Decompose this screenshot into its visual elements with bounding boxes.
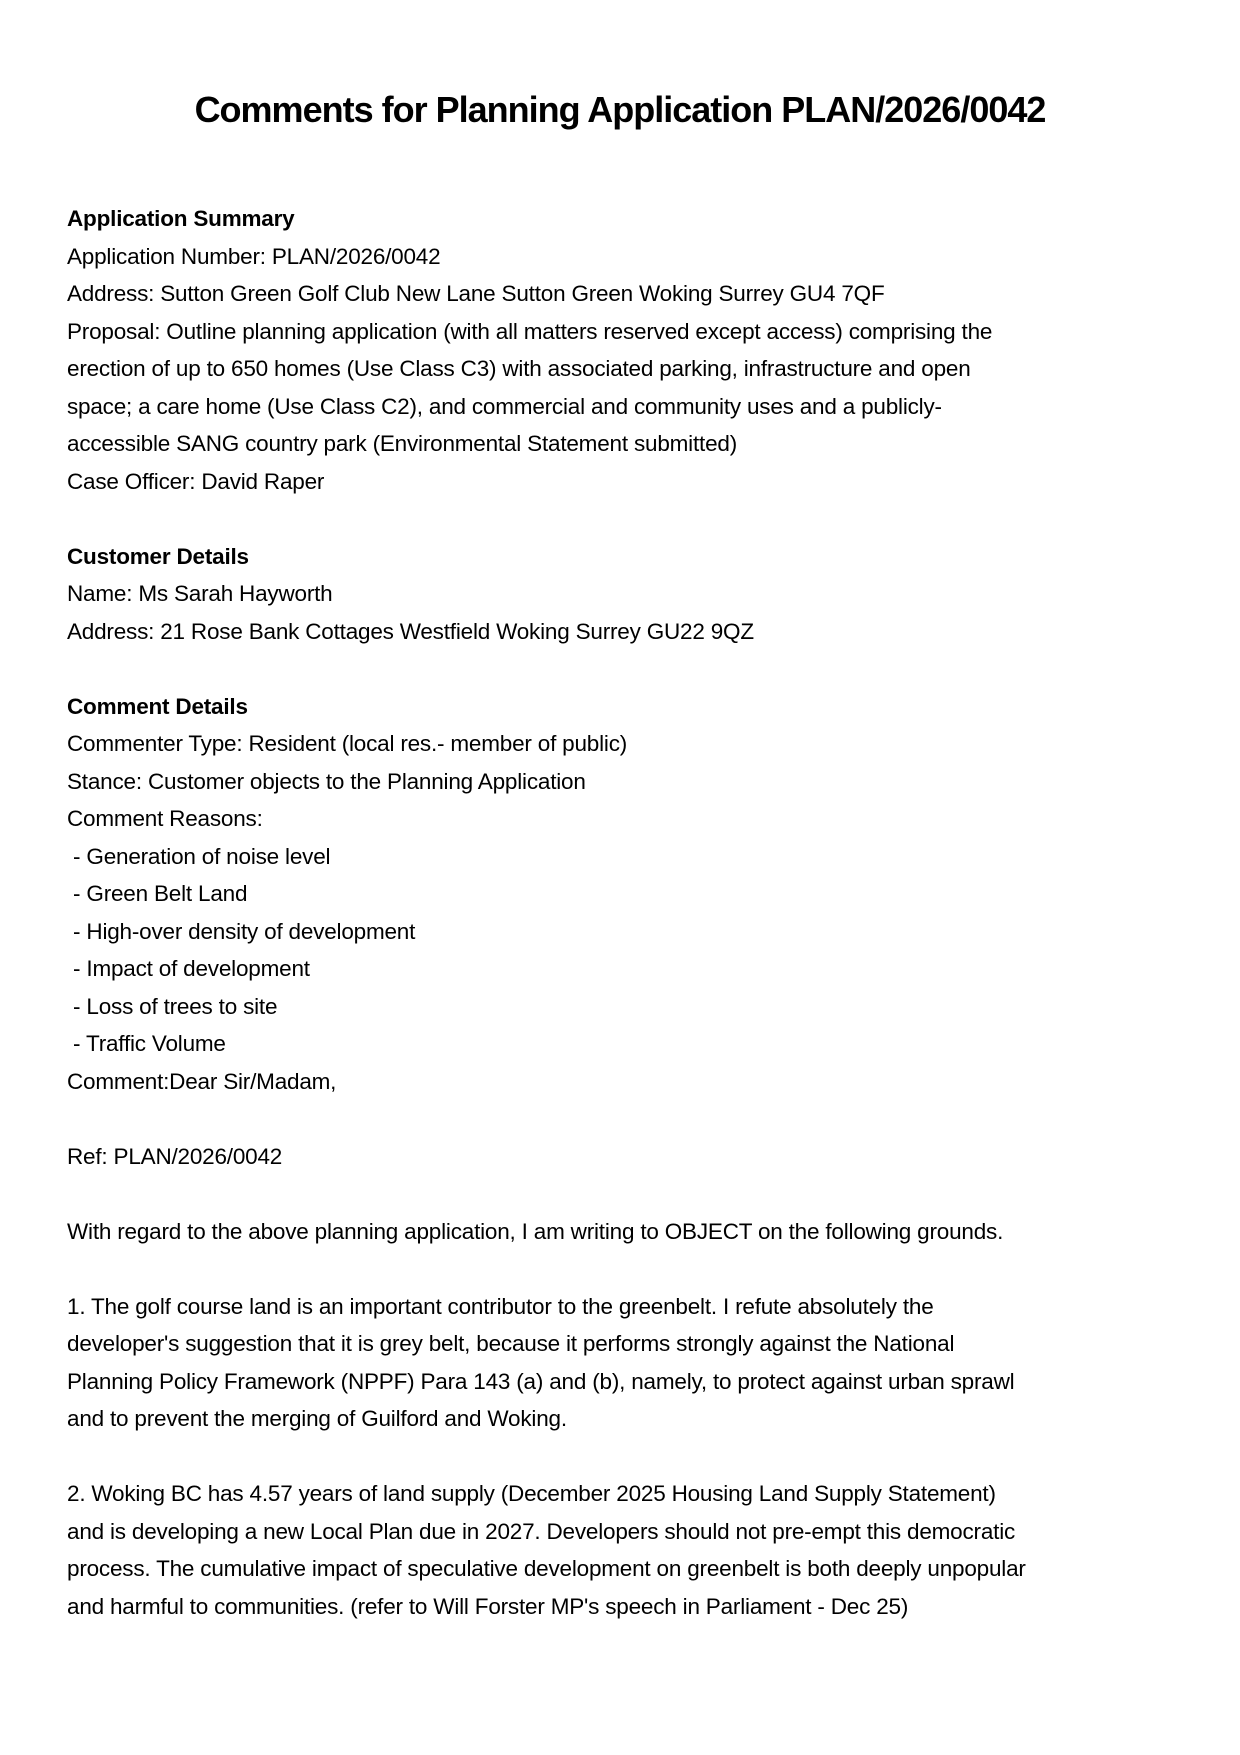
comment-paragraph	[67, 1213, 1173, 1251]
text-line: 2. Woking BC has 4.57 years of land supply (December 2025 Housing Land Supply Statement)	[67, 1481, 996, 1506]
text-line: Stance: Customer objects to the Planning Application	[67, 768, 586, 794]
document-section	[67, 538, 1173, 651]
text-line: - Traffic Volume	[67, 1031, 226, 1056]
page-title: Comments for Planning Application PLAN/2026/0042	[194, 89, 1046, 130]
text-line: - Loss of trees to site	[67, 993, 278, 1019]
text-line: Name: Ms Sarah Hayworth	[67, 581, 333, 606]
document-sections	[67, 200, 1173, 1100]
comment-paragraph	[67, 1475, 1173, 1625]
text-line: 1. The golf course land is an important contributor to the greenbelt. I refute absolutely the	[67, 1293, 934, 1319]
text-line: accessible SANG country park (Environmental Statement submitted)	[67, 431, 737, 456]
text-line: Address: Sutton Green Golf Club New Lane Sutton Green Woking Surrey GU4 7QF	[67, 281, 885, 306]
section-heading: Customer Details	[67, 543, 249, 569]
text-line: - Impact of development	[67, 956, 310, 981]
text-line: - High-over density of development	[67, 918, 416, 944]
text-line: Commenter Type: Resident (local res.- member of public)	[67, 731, 628, 756]
text-line: Proposal: Outline planning application (with all matters reserved except access) comprising the	[67, 318, 993, 344]
text-line: Address: 21 Rose Bank Cottages Westfield Woking Surrey GU22 9QZ	[67, 618, 754, 644]
text-line: process. The cumulative impact of speculative development on greenbelt is both deeply unpopular	[67, 1556, 1026, 1581]
text-line: - Green Belt Land	[67, 881, 248, 906]
text-line: Comment:Dear Sir/Madam,	[67, 1068, 337, 1094]
section-heading: Comment Details	[67, 693, 248, 719]
text-line: Application Number: PLAN/2026/0042	[67, 243, 441, 269]
document-section	[67, 200, 1173, 500]
text-line: Planning Policy Framework (NPPF) Para 143 (a) and (b), namely, to protect against urban sprawl	[67, 1368, 1015, 1394]
text-line: Case Officer: David Raper	[67, 468, 325, 494]
text-line: and to prevent the merging of Guilford and Woking.	[67, 1406, 567, 1431]
text-line: space; a care home (Use Class C2), and commercial and community uses and a publicly-	[67, 393, 942, 419]
text-line: With regard to the above planning application, I am writing to OBJECT on the following grounds.	[67, 1218, 1004, 1244]
document-section	[67, 688, 1173, 1101]
text-line: erection of up to 650 homes (Use Class C3) with associated parking, infrastructure and open	[67, 356, 971, 381]
text-line: - Generation of noise level	[67, 843, 331, 869]
text-line: and is developing a new Local Plan due in 2027. Developers should not pre-empt this democratic	[67, 1518, 1016, 1544]
comment-paragraph	[67, 1138, 1173, 1176]
comment-body	[67, 1138, 1173, 1626]
text-line: Ref: PLAN/2026/0042	[67, 1143, 283, 1169]
text-line: developer's suggestion that it is grey belt, because it performs strongly against the National	[67, 1331, 955, 1356]
section-heading: Application Summary	[67, 206, 295, 231]
text-line: Comment Reasons:	[67, 806, 263, 831]
comment-paragraph	[67, 1288, 1173, 1438]
text-line: and harmful to communities. (refer to Will Forster MP's speech in Parliament - Dec 25)	[67, 1593, 909, 1619]
